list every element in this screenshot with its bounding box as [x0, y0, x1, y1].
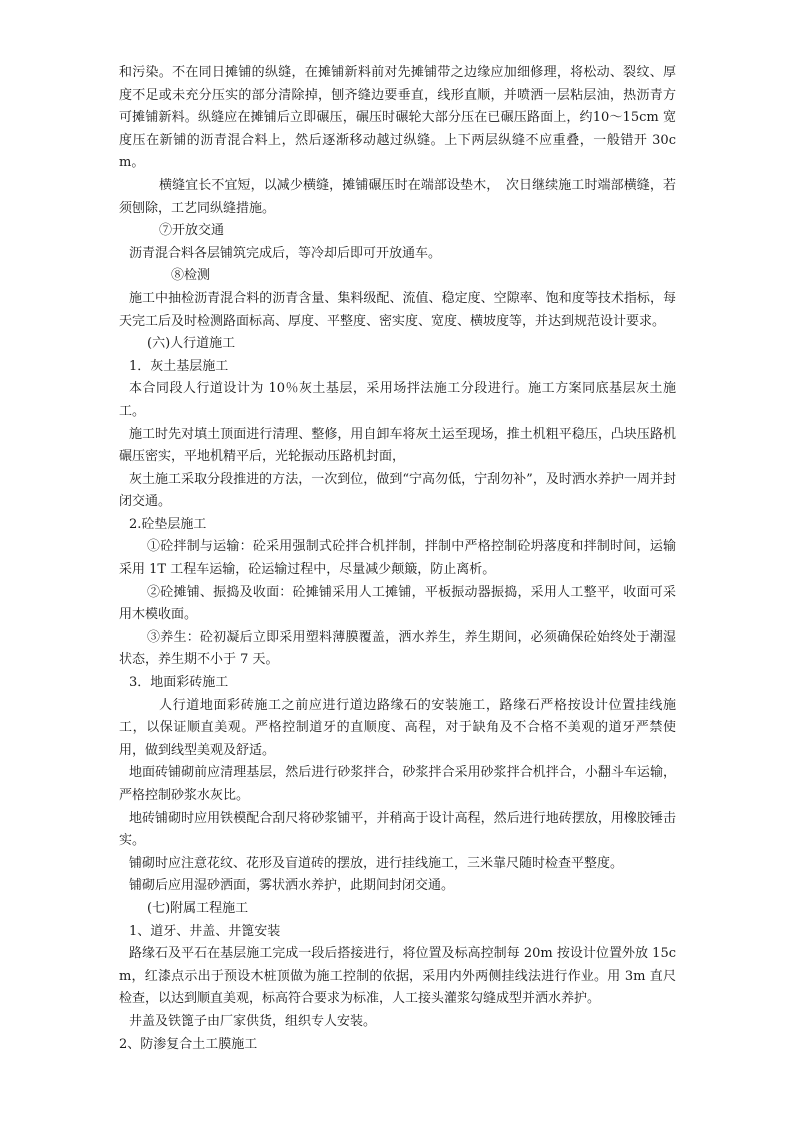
document-body	[119, 62, 676, 1056]
section-heading: ⑧检测	[171, 268, 211, 284]
paragraph: 路缘石及平石在基层施工完成一段后搭接进行，将位置及标高控制每 20m 按设计位置外放 15cm，红漆点示出于预设木桩顶做为施工控制的依据，采用内外两侧挂线法进行作业。用 3m 直尺检查，以达到顺直美观，标高符合要求为标准，人工接头灌浆勾缝成型并洒水养护。	[119, 946, 676, 1007]
paragraph: 沥青混合料各层铺筑完成后，等冷却后即可开放通车。	[129, 245, 442, 261]
section-heading: (七)附属工程施工	[147, 900, 249, 916]
subsection-heading: 2.砼垫层施工	[129, 516, 207, 532]
subsection-heading: 1．灰土基层施工	[129, 358, 229, 374]
paragraph: 施工时先对填土顶面进行清理、整修，用自卸车将灰土运至现场，推土机粗平稳压，凸块压路机碾压密实，平地机精平后，光轮振动压路机封面，	[119, 426, 676, 465]
paragraph: 本合同段人行道设计为 10％灰土基层，采用场拌法施工分段进行。施工方案同底基层灰土施工。	[119, 381, 676, 419]
paragraph: 地砖铺砌时应用铁模配合刮尺将砂浆铺平，并稍高于设计高程，然后进行地砖摆放，用橡胶锤击实。	[119, 810, 676, 849]
paragraph: 横缝宜长不宜短，以减少横缝，摊铺碾压时在端部设垫木， 次日继续施工时端部横缝，若须刨除，工艺同纵缝措施。	[119, 177, 676, 216]
paragraph: 灰土施工采取分段推进的方法，一次到位，做到“宁高勿低，宁刮勿补”，及时洒水养护一周并封闭交通。	[119, 471, 676, 510]
section-heading: ⑦开放交通	[159, 223, 225, 239]
paragraph: 地面砖铺砌前应清理基层，然后进行砂浆拌合，砂浆拌合采用砂浆拌合机拌合，小翻斗车运输，严格控制砂浆水灰比。	[119, 765, 676, 803]
paragraph: ①砼拌制与运输：砼采用强制式砼拌合机拌制，拌制中严格控制砼坍落度和拌制时间，运输采用 1T 工程车运输，砼运输过程中，尽量减少颠簸，防止离析。	[119, 539, 676, 578]
paragraph: ③养生：砼初凝后立即采用塑料薄膜覆盖，洒水养生，养生期间，必须确保砼始终处于潮湿状态，养生期不小于 7 天。	[119, 629, 676, 668]
subsection-heading: 3．地面彩砖施工	[129, 675, 229, 691]
paragraph: 人行道地面彩砖施工之前应进行道边路缘石的安装施工，路缘石严格按设计位置挂线施工，以保证顺直美观。严格控制道牙的直顺度、高程，对于缺角及不合格不美观的道牙严禁使用，做到线型美观及舒适。	[119, 697, 676, 758]
subsection-heading: 2、防渗复合土工膜施工	[119, 1036, 258, 1052]
paragraph: 井盖及铁篦子由厂家供货，组织专人安装。	[129, 1013, 377, 1029]
paragraph: 铺砌后应用湿砂洒面，雾状洒水养护，此期间封闭交通。	[129, 878, 455, 894]
paragraph: 和污染。不在同日摊铺的纵缝，在摊铺新料前对先摊铺带之边缘应加细修理，将松动、裂纹、厚度不足或未充分压实的部分清除掉，刨齐缝边要垂直，线形直顺，并喷洒一层粘层油，热沥青方可摊铺新料。纵缝应在摊铺后立即碾压，碾压时碾轮大部分压在已碾压路面上，约10～15cm 宽度压在新铺的沥青混合料上，然后逐渐移动越过纵缝。上下两层纵缝不应重叠，一般错开 30cm。	[119, 65, 676, 171]
subsection-heading: 1、道牙、井盖、井篦安装	[129, 923, 281, 939]
paragraph: 施工中抽检沥青混合料的沥青含量、集料级配、流值、稳定度、空隙率、饱和度等技术指标，每天完工后及时检测路面标高、厚度、平整度、密实度、宽度、横坡度等，并达到规范设计要求。	[119, 290, 676, 329]
paragraph: ②砼摊铺、振捣及收面：砼摊铺采用人工摊铺，平板振动器振捣，采用人工整平，收面可采用木模收面。	[119, 584, 676, 623]
paragraph: 铺砌时应注意花纹、花形及盲道砖的摆放，进行挂线施工，三米靠尺随时检查平整度。	[129, 855, 624, 871]
section-heading: (六)人行道施工	[147, 336, 236, 352]
